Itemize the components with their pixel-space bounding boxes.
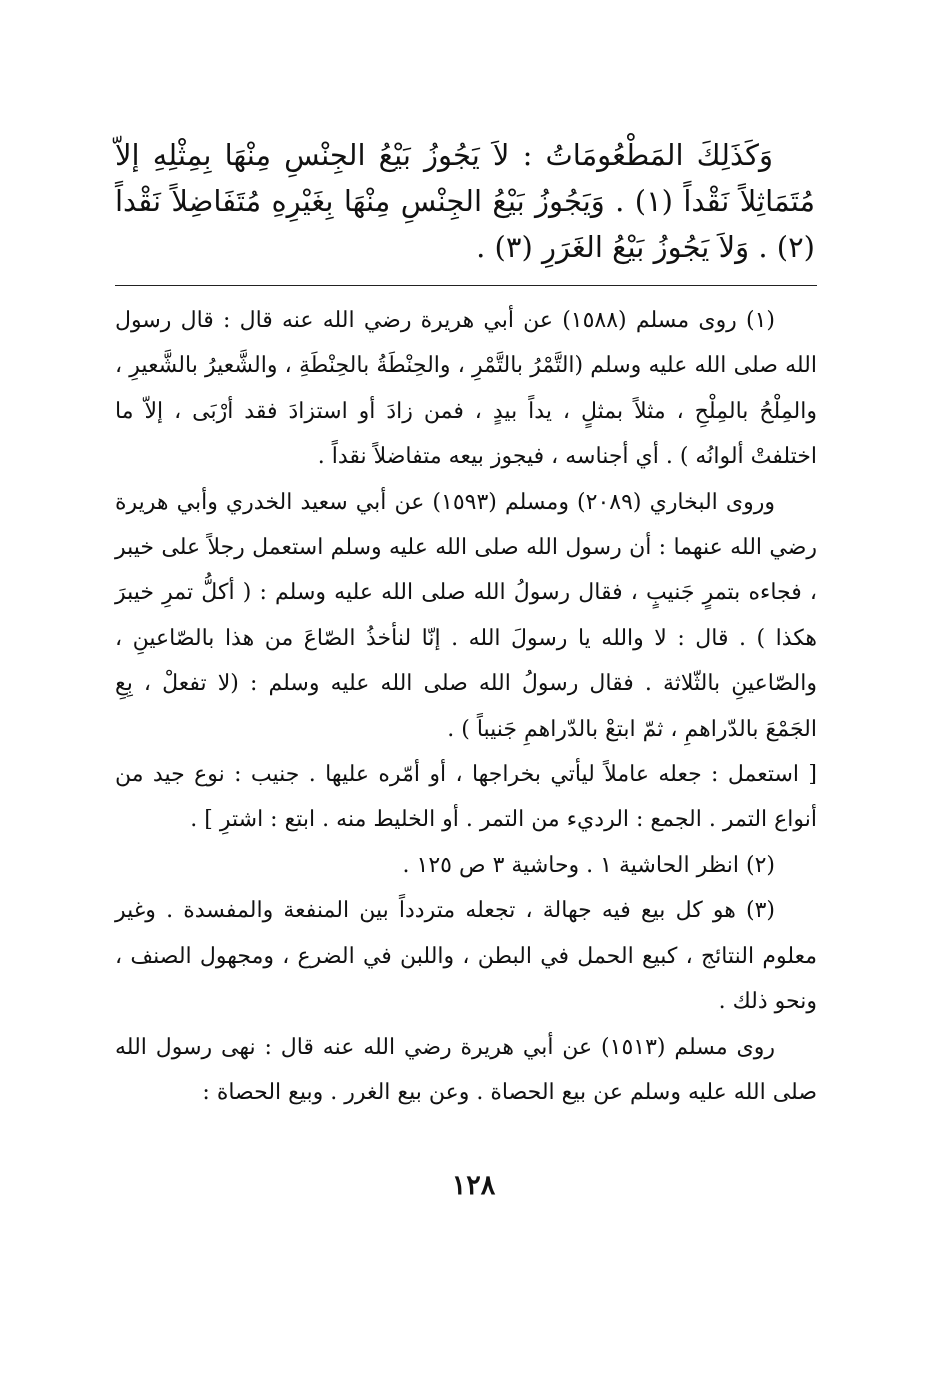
main-paragraph: وَكَذَلِكَ المَطْعُومَاتُ : لاَ يَجُوزُ بَيْعُ الجِنْسِ مِنْهَا بِمِثْلِهِ إلاّ مُتَمَاثِلاً نَقْداً (١) . وَيَجُوزُ بَيْعُ الجِنْسِ مِنْهَا بِغَيْرِهِ مُتَفَاضِلاً نَقْداً (٢) . وَلاَ يَجُوزُ بَيْعُ الغَرَرِ (٣) . xyxy=(115,138,815,264)
footnote-separator xyxy=(115,285,817,286)
footnote-2: (٢) انظر الحاشية ١ . وحاشية ٣ ص ١٢٥ . xyxy=(402,852,775,878)
footnote-1-part-b: وروى البخاري (٢٠٨٩) ومسلم (١٥٩٣) عن أبي سعيد الخدري وأبي هريرة رضي الله عنهما : أن رسول الله صلى الله عليه وسلم استعمل رجلاً على خيبر ، فجاءه بتمرٍ جَنيبٍ ، فقال رسولُ الله صلى الله عليه وسلم : ( أكلُّ تمرِ خيبرَ هكذا ) . قال : لا والله يا رسولَ الله . إنّا لنأخذُ الصّاعَ من هذا بالصّاعينِ ، والصّاعينِ بالثّلاثة . فقال رسولُ الله صلى الله عليه وسلم : (لا تفعلْ ، بِعِ الجَمْعَ بالدّراهمِ ، ثمّ ابتعْ بالدّراهمِ جَنيباً ) . xyxy=(115,489,817,742)
footnote-1-glossary: [ استعمل : جعله عاملاً ليأتي بخراجها ، أو أمّره عليها . جنيب : نوع جيد من أنواع التمر . الجمع : الرديء من التمر . أو الخليط منه . ابتع : اشترِ ] . xyxy=(115,762,817,833)
footnotes xyxy=(115,298,817,1115)
footnote-1-part-a: (١) روى مسلم (١٥٨٨) عن أبي هريرة رضي الله عنه قال : قال رسول الله صلى الله عليه وسلم (التَّمْرُ بالتَّمْرِ ، والحِنْطَةُ بالحِنْطَةِ ، والشَّعيرُ بالشَّعيرِ ، والمِلْحُ بالمِلْحِ ، مثلاً بمثلٍ ، يداً بيدٍ ، فمن زادَ أو استزادَ فقد أرْبَى ، إلاّ ما اختلفتْ ألوانُه ) . أي أجناسه ، فيجوز بيعه متفاضلاً نقداً . xyxy=(115,308,817,470)
footnote-3: (٣) هو كل بيع فيه جهالة ، تجعله متردداً بين المنفعة والمفسدة . وغير معلوم النتائج ، كبيع الحمل في البطن ، واللبن في الضرع ، ومجهول الصنف ، ونحو ذلك . xyxy=(115,898,817,1015)
page-number: ١٢٨ xyxy=(451,1170,496,1201)
footnote-3-hadith: روى مسلم (١٥١٣) عن أبي هريرة رضي الله عنه قال : نهى رسول الله صلى الله عليه وسلم عن بيع الحصاة . وعن بيع الغرر . وبيع الحصاة : xyxy=(115,1034,817,1105)
main-text xyxy=(115,132,815,270)
